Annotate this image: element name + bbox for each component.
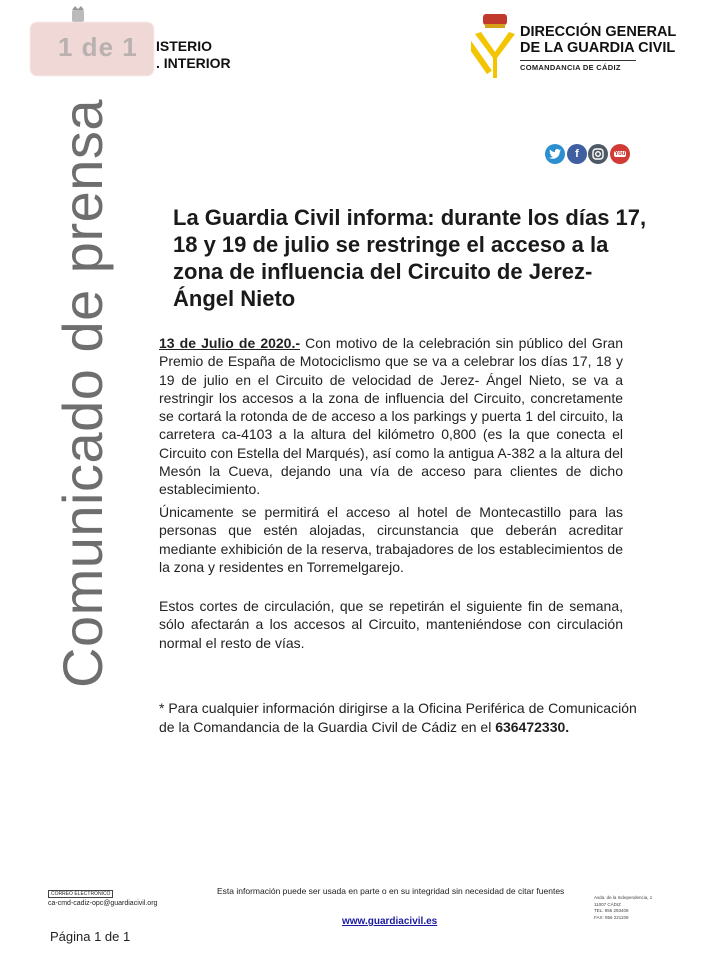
email-label: CORREO ELECTRÓNICO [48, 890, 113, 898]
email-address[interactable]: ca-cmd-cadiz-opc@guardiacivil.org [48, 900, 158, 907]
ministry-name: ISTERIO . INTERIOR [156, 38, 231, 71]
page-number: Página 1 de 1 [50, 929, 131, 944]
facebook-icon[interactable]: f [567, 144, 587, 164]
page-indicator: 1 de 1 [58, 32, 138, 62]
press-release-label: Comunicado de prensa [51, 98, 114, 688]
youtube-icon[interactable]: You [610, 144, 630, 164]
institution-subtitle: COMANDANCIA DE CÁDIZ [520, 60, 636, 72]
paragraph-3: Estos cortes de circulación, que se repetirán el siguiente fin de semana, sólo afectarán a los accesos al Circuito, manteniéndose con circulación normal el resto de vías. [159, 598, 623, 651]
release-date: 13 de Julio de 2020.- [159, 335, 301, 351]
paragraph-1: 13 de Julio de 2020.- Con motivo de la celebración sin público del Gran Premio de España de Motociclismo que se va a celebrar los días 17, 18 y 19 de julio en el Circuito de velocidad de Jerez- Ángel Nieto, se va a restringir los accesos a la zona de influencia del Circuito, concretamente se cortará la rotonda de de acceso a los parkings y puerta 1 del circuito, la carretera ca-4103 a la altura del kilómetro 0,800 (es la que conecta el Circuito con Estella del Marqués), así como la antigua A-382 a la altura del Mesón la Cueva, dejando una vía de acceso para clientes de dicho establecimiento. [159, 335, 624, 498]
postal-address: Avda. de la Independencia, 1 11007 CÁDIZ TEL: 956 293408 FAX: 956 221109 [594, 895, 653, 920]
institution-title: DIRECCIÓN GENERAL DE LA GUARDIA CIVIL [520, 24, 677, 56]
instagram-icon[interactable] [588, 144, 608, 164]
paragraph-2: Únicamente se permitirá el acceso al hotel de Montecastillo para las personas que estén alojadas, circunstancia que deberán acreditar mediante exhibición de la reserva, trabajadores de los establecimientos de la zona y residentes en Torremelgarejo. [159, 504, 623, 575]
usage-disclaimer: Esta información puede ser usada en parte o en su integridad sin necesidad de citar fuentes [217, 886, 565, 896]
contact-note: * Para cualquier información dirigirse a la Oficina Periférica de Comunicación de la Comandancia de la Guardia Civil de Cádiz en el 636472330. [159, 700, 637, 735]
contact-phone: 636472330. [495, 719, 570, 735]
guardia-civil-logo-icon [471, 12, 519, 82]
headline: La Guardia Civil informa: durante los días 17, 18 y 19 de julio se restringe el acceso a la zona de influencia del Circuito de Jerez-Ángel Nieto [173, 205, 647, 311]
website-link[interactable]: www.guardiacivil.es [342, 916, 438, 927]
twitter-icon[interactable] [545, 144, 565, 164]
